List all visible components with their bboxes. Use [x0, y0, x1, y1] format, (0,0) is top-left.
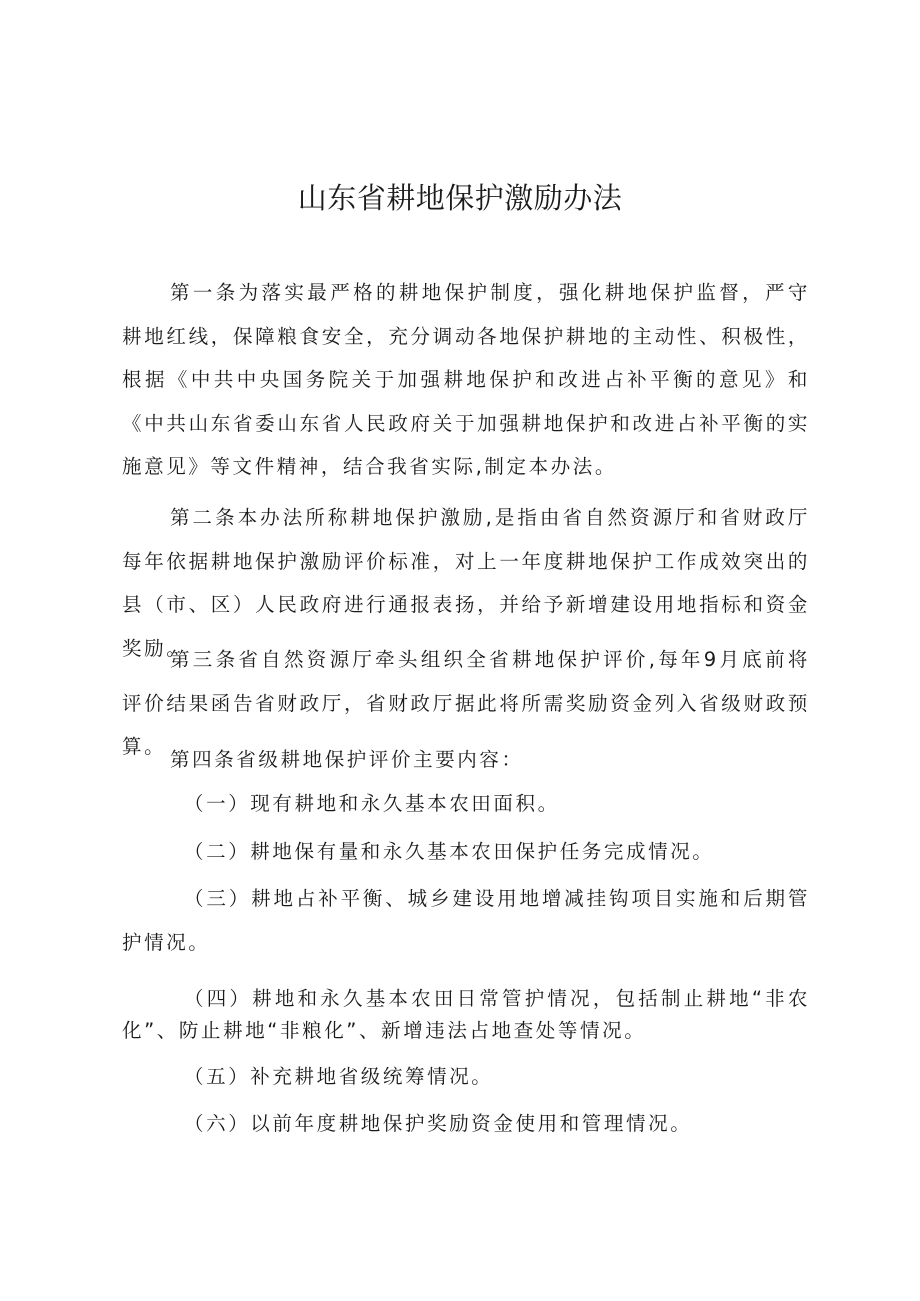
article-4: 第四条省级耕地保护评价主要内容：	[170, 748, 524, 771]
article-2: 第二条本办法所称耕地保护激励,是指由省自然资源厅和省财政厅每年依据耕地保护激励评价标准，对上一年度耕地保护工作成效突出的县（市、区）人民政府进行通报表扬，并给予新增建设用地指标和资金奖励。	[122, 506, 810, 660]
list-item-4: （四）耕地和永久基本农田日常管护情况，包括制止耕地“非农化”、防止耕地“非粮化”、新增违法占地查处等情况。	[122, 987, 810, 1042]
list-item-6: （六）以前年度耕地保护奖励资金使用和管理情况。	[184, 1112, 693, 1135]
article-1: 第一条为落实最严格的耕地保护制度，强化耕地保护监督，严守耕地红线，保障粮食安全，充分调动各地保护耕地的主动性、积极性，根据《中共中央国务院关于加强耕地保护和改进占补平衡的意见》和《中共山东省委山东省人民政府关于加强耕地保护和改进占补平衡的实施意见》等文件精神，结合我省实际,制定本办法。	[122, 281, 810, 479]
list-item-2: （二）耕地保有量和永久基本农田保护任务完成情况。	[184, 840, 715, 863]
document-title: 山东省耕地保护激励办法	[297, 181, 623, 215]
list-item-3: （三）耕地占补平衡、城乡建设用地增减挂钩项目实施和后期管护情况。	[122, 887, 810, 954]
article-3: 第三条省自然资源厅牵头组织全省耕地保护评价,每年9月底前将评价结果函告省财政厅，省财政厅据此将所需奖励资金列入省级财政预算。	[122, 648, 810, 759]
list-item-1: （一）现有耕地和永久基本农田面积。	[184, 792, 560, 815]
list-item-5: （五）补充耕地省级统筹情况。	[184, 1065, 494, 1088]
